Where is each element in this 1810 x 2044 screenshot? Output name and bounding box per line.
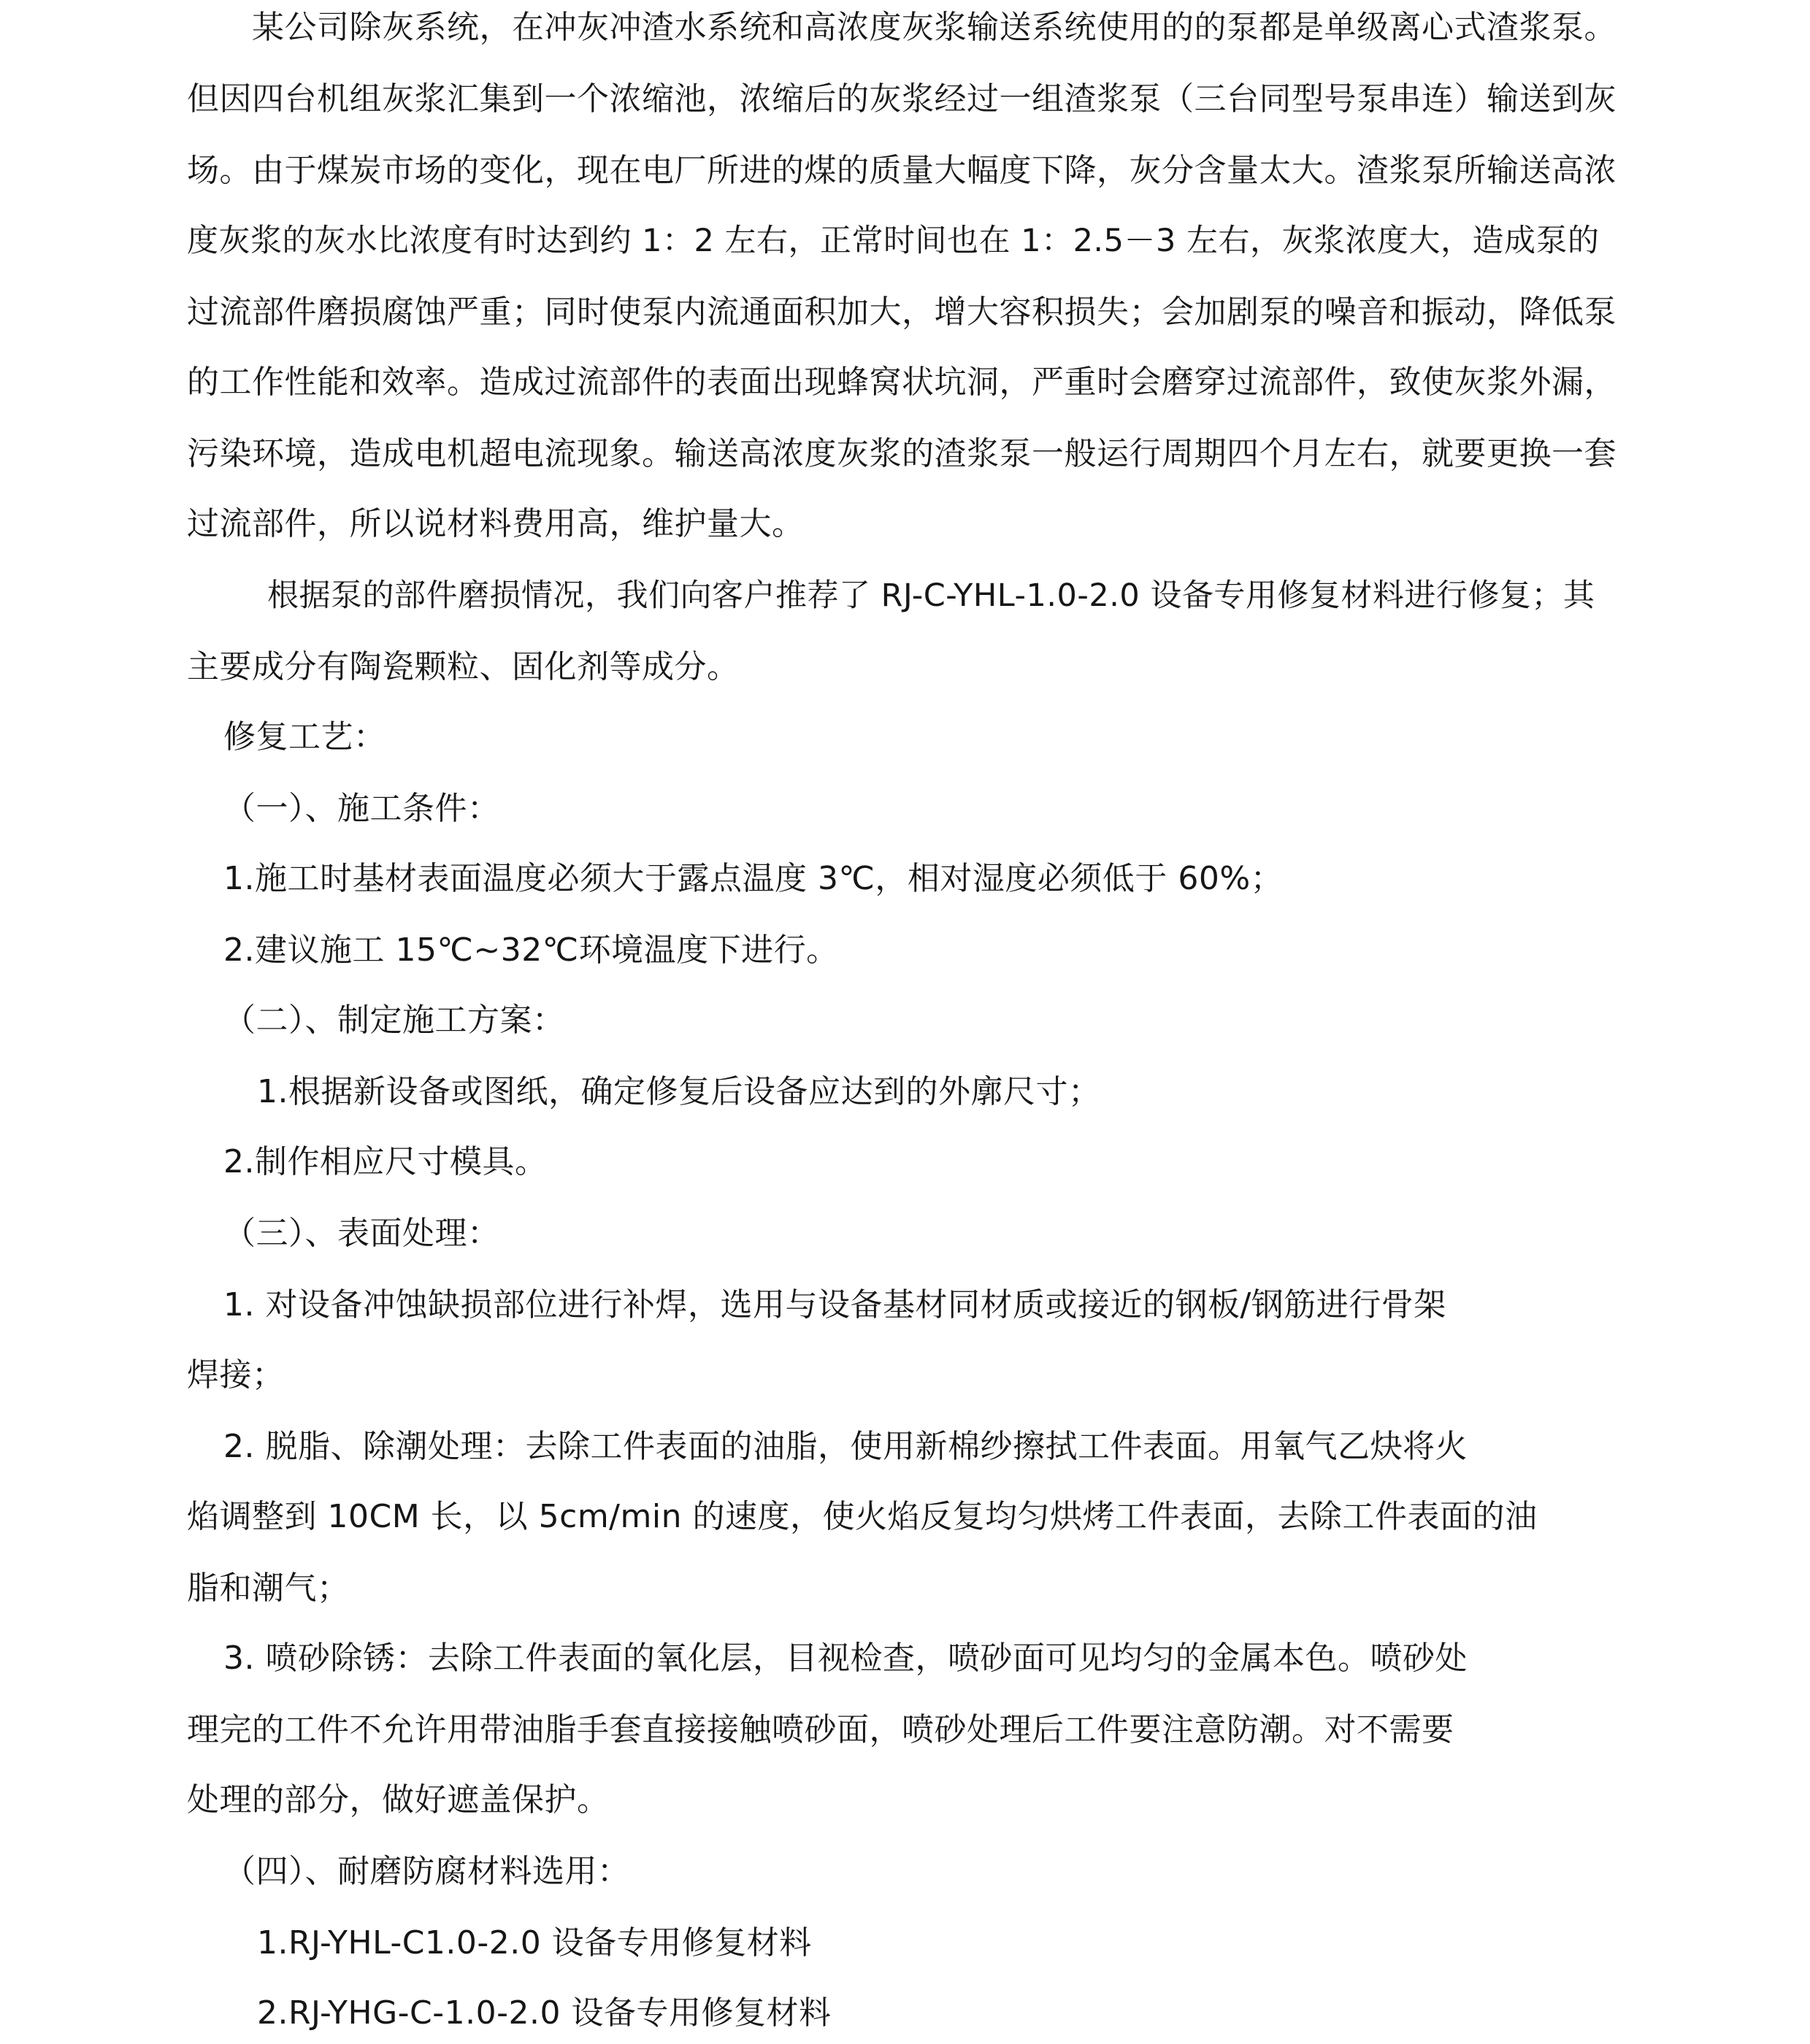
paragraph-line: 根据泵的部件磨损情况，我们向客户推荐了 RJ-C-YHL-1.0-2.0 设备专用修复材料进行修复；其 [267, 577, 1595, 614]
list-item: 2.建议施工 15℃~32℃环境温度下进行。 [223, 931, 839, 969]
list-item: 2. 脱脂、除潮处理：去除工件表面的油脂，使用新棉纱擦拭工件表面。用氧气乙炔将火 [223, 1428, 1468, 1465]
paragraph-line: 焊接； [187, 1356, 285, 1394]
paragraph-line: 脂和潮气； [187, 1570, 350, 1607]
paragraph-line: 污染环境，造成电机超电流现象。输送高浓度灰浆的渣浆泵一般运行周期四个月左右，就要更换一套 [187, 435, 1617, 472]
paragraph-line: 过流部件，所以说材料费用高，维护量大。 [187, 505, 805, 542]
subsection-heading: （一）、施工条件： [223, 790, 500, 827]
list-item: 1.施工时基材表面温度必须大于露点温度 3℃，相对湿度必须低于 60%； [223, 860, 1284, 897]
paragraph-line: 过流部件磨损腐蚀严重；同时使泵内流通面积加大，增大容积损失；会加剧泵的噪音和振动，降低泵 [187, 293, 1617, 331]
paragraph-line: 的工作性能和效率。造成过流部件的表面出现蜂窝状坑洞，严重时会磨穿过流部件，致使灰浆外漏， [187, 364, 1617, 401]
paragraph-line: 焰调整到 10CM 长，以 5cm/min 的速度，使火焰反复均匀烘烤工件表面，去除工件表面的油 [187, 1498, 1538, 1535]
paragraph-line: 某公司除灰系统，在冲灰冲渣水系统和高浓度灰浆输送系统使用的的泵都是单级离心式渣浆泵。 [252, 9, 1617, 46]
paragraph-line: 度灰浆的灰水比浓度有时达到约 1：2 左右，正常时间也在 1：2.5－3 左右，灰浆浓度大，造成泵的 [187, 223, 1600, 259]
subsection-heading: （二）、制定施工方案： [223, 1002, 565, 1039]
paragraph-line: 理完的工件不允许用带油脂手套直接接触喷砂面，喷砂处理后工件要注意防潮。对不需要 [187, 1711, 1454, 1748]
paragraph-line: 处理的部分，做好遮盖保护。 [187, 1781, 610, 1818]
list-item: 2.制作相应尺寸模具。 [223, 1143, 548, 1180]
list-item: 3. 喷砂除锈：去除工件表面的氧化层，目视检查，喷砂面可见均匀的金属本色。喷砂处 [223, 1640, 1468, 1677]
paragraph-line: 场。由于煤炭市场的变化，现在电厂所进的煤的质量大幅度下降，灰分含量太大。渣浆泵所输送高浓 [187, 152, 1617, 189]
list-item: 1.RJ-YHL-C1.0-2.0 设备专用修复材料 [257, 1924, 812, 1962]
subsection-heading: （三）、表面处理： [223, 1215, 500, 1252]
list-item: 2.RJ-YHG-C-1.0-2.0 设备专用修复材料 [257, 1994, 832, 2032]
subsection-heading: （四）、耐磨防腐材料选用： [223, 1853, 630, 1890]
section-heading: 修复工艺： [223, 718, 386, 756]
paragraph-line: 但因四台机组灰浆汇集到一个浓缩池，浓缩后的灰浆经过一组渣浆泵（三台同型号泵串连）输送到灰 [187, 80, 1617, 118]
list-item: 1.根据新设备或图纸，确定修复后设备应达到的外廓尺寸； [257, 1073, 1101, 1110]
paragraph-line: 主要成分有陶瓷颗粒、固化剂等成分。 [187, 648, 740, 685]
list-item: 1. 对设备冲蚀缺损部位进行补焊，选用与设备基材同材质或接近的钢板/钢筋进行骨架 [223, 1286, 1446, 1323]
